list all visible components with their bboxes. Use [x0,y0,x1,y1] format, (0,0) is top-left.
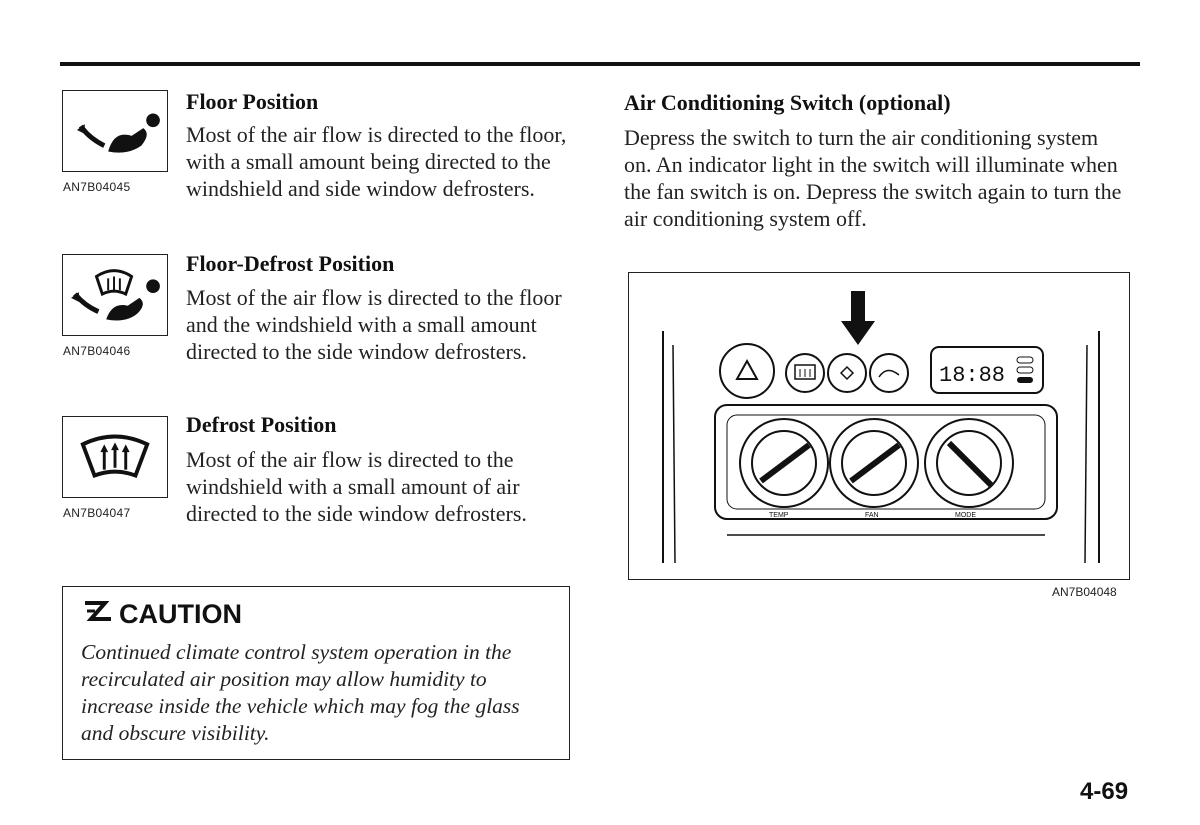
section-body: Most of the air flow is directed to the windshield with a small amount of air directed to the side window defrosters. [186,447,527,526]
rear-defrost-button-icon [786,354,824,392]
icon-code: AN7B04046 [63,344,131,358]
dial-label: FAN [865,512,879,519]
icon-code: AN7B04045 [63,180,131,194]
climate-panel-figure [628,272,1130,580]
caution-icon [83,599,113,630]
header-rule [60,62,1140,66]
section-title: Floor Position [186,89,319,114]
defrost-icon [62,416,168,498]
ac-switch-body: Depress the switch to turn the air conditioning system on. An indicator light in the switch will illuminate when the fan switch is on. Depress the switch again to turn the air conditioning system off. [624,125,1122,231]
caution-text: Continued climate control system operation in the recirculated air position may allow humidity to increase inside the vehicle which may fog the glass and obscure visibility. [81,640,520,745]
recirculation-button-icon [870,354,908,392]
caution-title: CAUTION [119,599,242,629]
caution-box [62,586,570,760]
ac-button-icon [828,354,866,392]
hazard-button-icon [720,344,774,398]
section-body: Most of the air flow is directed to the floor and the windshield with a small amount directed to the side window defrosters. [186,285,562,364]
floor-position-icon [62,90,168,172]
section-title: Floor-Defrost Position [186,251,395,276]
icon-code: AN7B04047 [63,506,131,520]
dial-label: MODE [955,512,976,519]
section-body: Most of the air flow is directed to the floor, with a small amount being directed to the windshield and side window defrosters. [186,122,567,201]
dial-label: TEMP [769,512,789,519]
temp-dial [740,419,828,519]
fan-dial [830,419,918,519]
page-number: 4-69 [1080,778,1129,805]
mode-dial [925,419,1013,519]
ac-switch-title: Air Conditioning Switch (optional) [624,90,951,115]
arrow-down-icon [841,291,875,345]
clock-readout: 18:88 [939,363,1006,388]
caution-heading [83,599,242,630]
section-title: Defrost Position [186,412,337,437]
figure-code: AN7B04048 [1052,585,1117,599]
floor-defrost-icon [62,254,168,336]
